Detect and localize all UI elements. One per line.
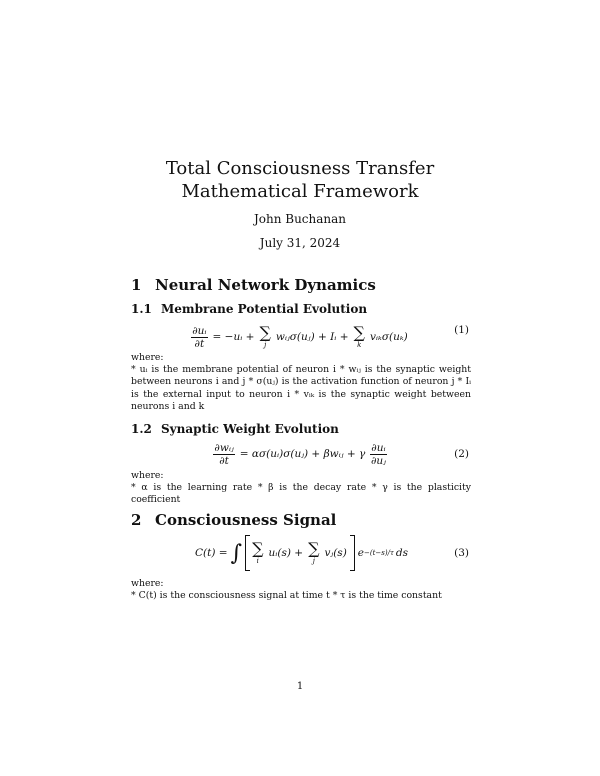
subsection-number: 1.2 (131, 422, 152, 436)
equation-1: $\frac{\text{∂uᵢ}}{\partial t}$ = −uᵢ + ∑ j wᵢⱼσ(uⱼ) + Iᵢ + ∑ k vᵢₖσ(uₖ) (192, 323, 408, 350)
subsection-title: Synaptic Weight Evolution (161, 422, 339, 436)
eq2-rhs-fraction: $\frac{\text{∂uᵢ}}{\text{∂uⱼ}}$ (370, 441, 386, 467)
section-heading-2 (131, 511, 336, 529)
subsection-number: 1.1 (131, 302, 152, 316)
section-number: 1 (131, 276, 142, 294)
where-label-2: where: (131, 470, 164, 481)
section-heading-1 (131, 276, 376, 294)
author-name: John Buchanan (253, 212, 347, 226)
integral-sign: ∫ (230, 540, 243, 566)
eq3-sum-i: ∑ i (252, 539, 264, 565)
definitions-2: * α is the learning rate * β is the decay rate * γ is the plasticity coefficient (131, 482, 471, 506)
subsection-heading-1-1 (131, 302, 367, 316)
equation-3: C(t) = ∫ ∑ i uᵢ(s) + ∑ j vⱼ(s) e −(t−s)/τ ds (160, 532, 440, 574)
section-number: 2 (131, 511, 142, 529)
paper-date: July 31, 2024 (259, 236, 341, 250)
definitions-3: * C(t) is the consciousness signal at time t * τ is the time constant (131, 590, 442, 601)
paper-title: Total Consciousness Transfer Mathematical Framework (165, 158, 435, 202)
right-bracket (350, 535, 355, 571)
where-label-1: where: (131, 352, 164, 363)
equation-2: $\frac{\text{∂wᵢⱼ}}{\partial t}$ = ασ(uᵢ)σ(uⱼ) + βwᵢⱼ + γ $\frac{\text{∂uᵢ}}{\text{∂uⱼ}}$ (214, 441, 386, 467)
section-title: Consciousness Signal (155, 511, 337, 529)
section-title: Neural Network Dynamics (155, 276, 376, 294)
eq1-lhs-fraction: $\frac{\text{∂uᵢ}}{\partial t}$ (192, 324, 207, 350)
definitions-1: * uᵢ is the membrane potential of neuron i * wᵢⱼ is the synaptic weight between neurons i and j * σ(uⱼ) is the activation function of neuron j * Iᵢ is the external input to neuron i * vᵢₖ is the synaptic weight between neurons i and k (131, 364, 471, 412)
subsection-title: Membrane Potential Evolution (161, 302, 368, 316)
equation-number-1: (1) (454, 324, 469, 336)
where-label-3: where: (131, 578, 164, 589)
page-number: 1 (296, 681, 304, 692)
eq3-sum-j: ∑ j (308, 539, 320, 565)
equation-number-2: (2) (454, 448, 469, 460)
eq1-sum-k: ∑ k (353, 323, 365, 349)
equation-number-3: (3) (454, 547, 469, 559)
eq1-sum-j: ∑ j (259, 323, 271, 349)
left-bracket (245, 535, 250, 571)
eq2-lhs-fraction: $\frac{\text{∂wᵢⱼ}}{\partial t}$ (214, 441, 234, 467)
